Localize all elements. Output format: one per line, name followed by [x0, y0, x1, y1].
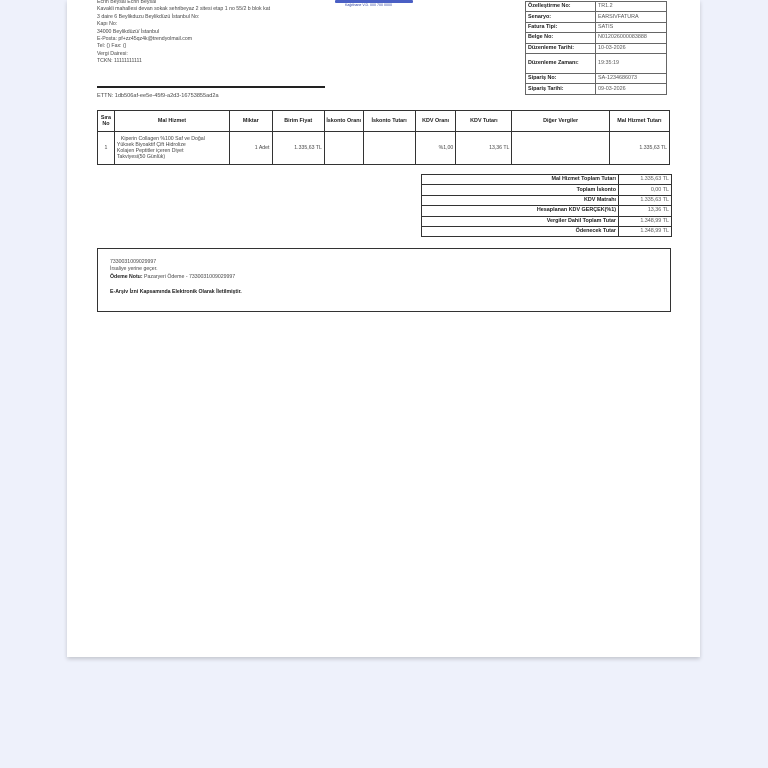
e-archive-statement: E-Arşiv İzni Kapsamında Elektronik Olarak İletilmiştir.	[110, 289, 242, 296]
buyer-phone-fax: Tel: () Fax: ()	[97, 43, 127, 50]
col-header: KDV Tutarı	[456, 111, 512, 132]
meta-value: SA-1234686073	[596, 73, 667, 83]
item-discount-amount	[363, 132, 415, 165]
meta-row	[526, 22, 667, 32]
col-header: Miktar	[230, 111, 272, 132]
totals-row	[422, 195, 672, 205]
notes-waybill-text: İrsaliye yerine geçer.	[110, 266, 158, 273]
totals-value: 1.348,99 TL	[619, 226, 672, 236]
totals-label: KDV Matrahı	[422, 195, 619, 205]
meta-label: Senaryo:	[526, 12, 596, 22]
col-header: İskonto Tutarı	[363, 111, 415, 132]
buyer-address-block	[97, 0, 270, 66]
meta-row	[526, 73, 667, 83]
item-desc-line: Takviyesi(50 Günlük)	[116, 154, 166, 161]
notes-order-number: 7330031009029997	[110, 259, 157, 265]
totals-label: Vergiler Dahil Toplam Tutar	[422, 216, 619, 226]
col-header: Mal Hizmet	[114, 111, 229, 132]
item-desc-line: Yüksek Biyoaktif Çift Hidrolize	[116, 141, 186, 148]
meta-value: EARSIVFATURA	[596, 12, 667, 22]
company-logo	[333, 0, 423, 7]
item-other-taxes	[512, 132, 609, 165]
item-desc-line: Kolajen Peptitler içeren Diyet	[116, 148, 184, 154]
col-header: İskonto Oranı	[324, 111, 363, 132]
payment-note-value: Pazaryeri Ödeme - 7330031009029997	[142, 273, 236, 280]
meta-label: Düzenleme Zamanı:	[526, 53, 596, 73]
meta-row	[526, 2, 667, 12]
notes-box	[97, 248, 671, 312]
meta-label: Özelleştirme No:	[526, 2, 596, 12]
meta-value: TR1.2	[596, 2, 667, 12]
totals-label: Toplam İskonto	[422, 185, 619, 195]
notes-content	[110, 259, 242, 297]
buyer-city: 34000 Beylikdüzü/ İstanbul	[97, 28, 160, 35]
item-no: 1	[98, 132, 115, 165]
buyer-email: E-Posta: pf+zz45qz4k@trendyolmail.com	[97, 36, 193, 43]
item-total: 1.335,63 TL	[609, 132, 669, 165]
meta-value: 09-03-2026	[596, 84, 667, 94]
items-header-row	[98, 111, 670, 132]
item-description	[114, 132, 229, 165]
logo-caption: Kağıthane V.D. 000 700 0000	[345, 3, 393, 7]
item-vat-rate: %1,00	[415, 132, 456, 165]
col-header: Birim Fiyat	[272, 111, 324, 132]
totals-row	[422, 226, 672, 236]
item-discount-rate	[324, 132, 363, 165]
col-header: Sıra No	[98, 111, 115, 132]
item-unit-price: 1.335,63 TL	[272, 132, 324, 165]
totals-row	[422, 216, 672, 226]
meta-value: 10-03-2026	[596, 43, 667, 53]
buyer-tckn: TCKN: 11111111111	[97, 58, 142, 65]
meta-value: SATIS	[596, 22, 667, 32]
item-qty: 1 Adet	[230, 132, 272, 165]
meta-value: N012026000083888	[596, 33, 667, 43]
notes-payment-line	[110, 274, 242, 281]
meta-label: Fatura Tipi:	[526, 22, 596, 32]
meta-row	[526, 33, 667, 43]
buyer-address-line: 3 daire 6 Beylikduzu Beylikdüzü İstanbul No:	[97, 13, 200, 20]
totals-row	[422, 185, 672, 195]
totals-label: Mal Hizmet Toplam Tutarı	[422, 175, 619, 185]
totals-table	[421, 174, 672, 237]
items-table	[97, 110, 670, 165]
meta-value: 19:35:19	[596, 53, 667, 73]
item-desc-line: Kiperin Collagen %100 Saf ve Doğal	[120, 135, 205, 142]
col-header: Diğer Vergiler	[512, 111, 609, 132]
ettn-line: ETTN: 1db506af-ee5e-45f9-a2d3-16753855ad2a	[97, 93, 219, 99]
meta-row	[526, 84, 667, 94]
meta-label: Düzenleme Tarihi:	[526, 43, 596, 53]
item-vat-amount: 13,36 TL	[456, 132, 512, 165]
col-header: Mal Hizmet Tutarı	[609, 111, 669, 132]
meta-row	[526, 12, 667, 22]
totals-value: 1.335,63 TL	[619, 175, 672, 185]
meta-label: Belge No:	[526, 33, 596, 43]
buyer-tax-office: Vergi Dairesi:	[97, 50, 128, 57]
totals-value: 13,36 TL	[619, 206, 672, 216]
buyer-address-line: Kavakli mahallesi devan sokak sehribeyaz 2 sitesi etap 1 no 55/2 b blok kat	[97, 6, 271, 13]
totals-label: Hesaplanan KDV GERÇEK(%1)	[422, 206, 619, 216]
address-divider	[97, 86, 325, 88]
meta-row	[526, 43, 667, 53]
invoice-page	[67, 0, 700, 657]
meta-label: Sipariş Tarihi:	[526, 84, 596, 94]
totals-value: 0,00 TL	[619, 185, 672, 195]
buyer-name: Ecrin Beysal Ecrin Beysal	[97, 0, 157, 5]
totals-label: Ödenecek Tutar	[422, 226, 619, 236]
meta-label: Sipariş No:	[526, 73, 596, 83]
totals-row	[422, 175, 672, 185]
totals-row	[422, 206, 672, 216]
meta-row	[526, 53, 667, 73]
table-row	[98, 132, 670, 165]
invoice-meta-table	[525, 1, 667, 95]
totals-value: 1.348,99 TL	[619, 216, 672, 226]
buyer-door-no: Kapı No:	[97, 21, 118, 28]
payment-note-label: Ödeme Notu:	[110, 273, 143, 280]
col-header: KDV Oranı	[415, 111, 456, 132]
totals-value: 1.335,63 TL	[619, 195, 672, 205]
